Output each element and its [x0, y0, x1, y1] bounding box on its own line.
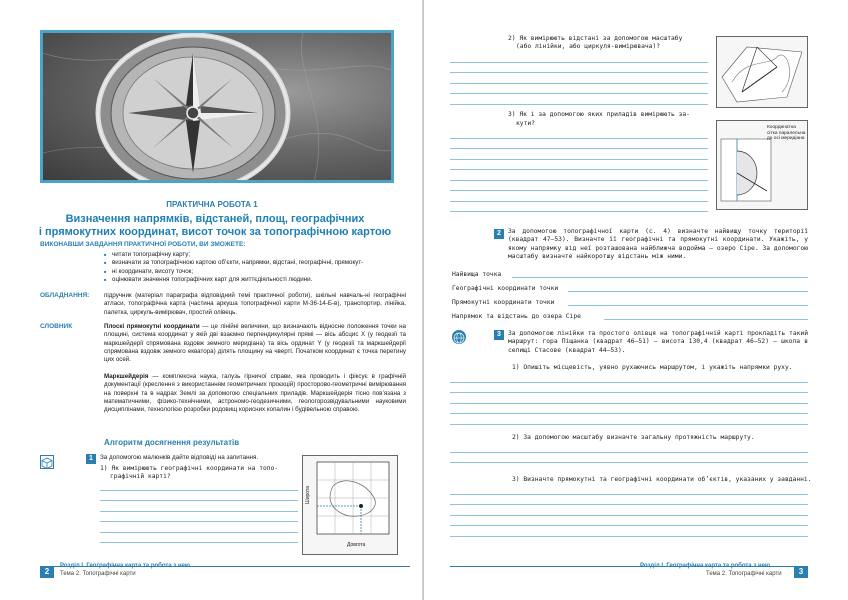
answer-line[interactable]	[450, 84, 708, 95]
protractor-figure	[716, 120, 808, 210]
answer-line[interactable]	[450, 202, 708, 213]
answer-lines-task-3-q3	[450, 484, 808, 537]
term-2-name: Маркшейдерія	[104, 373, 149, 380]
answer-line[interactable]	[100, 533, 298, 544]
answer-line[interactable]	[450, 516, 808, 527]
glossary-term-2	[104, 373, 406, 414]
page-number-right: 3	[794, 566, 808, 578]
footer-topic-left: Тема 2. Топографічні карти	[60, 571, 136, 577]
longitude-label: Довгота	[347, 542, 366, 548]
question-2b: (або лінійки, або циркуля-вимірювача)?	[516, 43, 661, 50]
task-3-question-1: 1) Опишіть місцевість, уявно рухаючись маршрутом, і укажіть напрямки руху.	[512, 364, 793, 371]
answer-line[interactable]	[450, 73, 708, 84]
goals-list	[104, 251, 404, 285]
glossary-label: СЛОВНИК	[40, 323, 73, 330]
field-highest-point-line[interactable]	[512, 277, 808, 278]
task-2-text: За допомогою топографічної карти (с. 4) визначте найвищу точку території (квадрат 47—53). Визначте її географічні та прямокутні координати. Укажіть, у якому напрямку від неї розташована найближча водойма — озеро Сіре. За допомогою масштабу визначте найкоротшу відстань між ними.	[508, 228, 808, 261]
answer-lines-task-1	[100, 480, 298, 543]
term-1-definition: — це лінійні величини, що визначають відносне положення точки на площині, система координат у якій дві взаємно перпендикулярні прямі — вісь абсцис X (у геодезії та маркшейдерії спрямована вздовж земного меридіана) та вісь ординат Y (у геодезії та маркшейдерії спрямована вздовж земного екватора) ділять площину на чверті. Початком координат є точка перетину цих осей.	[104, 323, 406, 364]
answer-line[interactable]	[450, 52, 708, 63]
task-3-question-3: 3) Визначте прямокутні та географічні координати об’єктів, указаних у завданні.	[512, 476, 812, 483]
footer-topic-right: Тема 2. Топографічні карти	[706, 571, 782, 577]
answer-line[interactable]	[450, 526, 808, 537]
question-3b: кути?	[516, 120, 535, 127]
grid-parallel-note: Координатна сітка паралельна до осі меридіана	[767, 125, 806, 142]
cube-icon	[40, 455, 54, 469]
measuring-figure	[716, 36, 808, 108]
answer-line[interactable]	[450, 404, 808, 415]
field-direction-distance-line[interactable]	[604, 319, 808, 320]
equipment-text: підручник (матеріал параграфа відповідний темі практичної роботи), шкільні навчаль-ні географічні атласи, топографічна карта (частина аркуша топографічної карти М-36-14-Б-в), транспортир, лінійка, палетка, циркуль-вимірювач, простий олівець.	[104, 292, 406, 316]
footer-section-left: Розділ І. Географічна карта та робота з нею	[60, 563, 191, 569]
field-rect-coordinates-label: Прямокутні координати точки	[452, 299, 555, 306]
task-3-text: За допомогою лінійки та простого олівця на топографічній карті прокладіть такий маршрут: гора Піщанка (квадрат 46—51) — висота 130,4 (квадрат 46—52) — школа в селищі Стасове (квадрат 44—53).	[508, 330, 808, 354]
answer-line[interactable]	[450, 442, 808, 453]
answer-line[interactable]	[450, 181, 708, 192]
coordinates-figure	[302, 455, 398, 555]
term-2-definition: — комплексна наука, галузь гірничої справи, яка проводить і фіксує в графічній документації (креслення з використанням геометричних проєкцій) просторово-геометричні вимірювання на поверхні та в надрах Землі за допомогою спеціальних приладів. Маркшейдерія тісно пов’язана з математичними, фізико-технічними, астрономо-геодезичними, геологорозвідувальними науковими дисциплінами, технологією розробки родовищ корисних копалин і будівельною справою.	[104, 373, 406, 414]
task-2-number: 2	[494, 229, 504, 239]
field-direction-distance-label: Напрямок та відстань до озера Сіре	[452, 313, 581, 320]
algorithm-heading: Алгоритм досягнення результатів	[104, 438, 240, 447]
answer-lines-task-3-q2	[450, 442, 808, 463]
question-3a: 3) Як і за допомогою яких приладів вимірюють за-	[508, 111, 690, 118]
answer-line[interactable]	[450, 372, 808, 383]
answer-line[interactable]	[450, 393, 808, 404]
answer-line[interactable]	[450, 170, 708, 181]
question-2a: 2) Як вимірюють відстані за допомогою масштабу	[508, 35, 683, 42]
task-1-question-1b: графічній карті?	[110, 473, 171, 480]
goal-item: ■ визначати за топографічною картою об’єкти, напрямки, відстані, географічні, прямокут-	[104, 259, 404, 267]
goal-item: ■ оцінювати значення топографічних карт для життєдіяльності людини.	[104, 276, 404, 284]
goal-item: ■ читати топографічну карту;	[104, 251, 404, 259]
latitude-label: Широта	[305, 486, 311, 504]
practical-work-kicker: ПРАКТИЧНА РОБОТА 1	[166, 200, 258, 209]
answer-line[interactable]	[100, 491, 298, 502]
goals-heading: ВИКОНАВШИ ЗАВДАННЯ ПРАКТИЧНОЇ РОБОТИ, ВИ ЗМОЖЕТЕ:	[40, 241, 246, 248]
answer-line[interactable]	[450, 453, 808, 464]
answer-line[interactable]	[450, 505, 808, 516]
answer-line[interactable]	[450, 160, 708, 171]
answer-line[interactable]	[450, 128, 708, 139]
field-rect-coordinates-line[interactable]	[568, 305, 808, 306]
goal-item-continued: ■ ні координати, висоту точок;	[104, 268, 404, 276]
footer-section-right: Розділ І. Географічна карта та робота з нею	[640, 563, 771, 569]
glossary-term-1	[104, 323, 406, 364]
answer-line[interactable]	[450, 191, 708, 202]
answer-lines-task-3-q1	[450, 372, 808, 425]
answer-line[interactable]	[450, 94, 708, 105]
answer-line[interactable]	[100, 512, 298, 523]
answer-line[interactable]	[450, 495, 808, 506]
page-number-left: 2	[40, 566, 54, 578]
field-geo-coordinates-label: Географічні координати точки	[452, 285, 559, 292]
answer-line[interactable]	[100, 480, 298, 491]
title-line-2: і прямокутних координат, висот точок за топографічною картою	[38, 226, 392, 238]
globe-icon	[452, 330, 466, 344]
answer-line[interactable]	[450, 63, 708, 74]
answer-lines-q2	[450, 52, 708, 105]
term-1-name: Плоскі прямокутні координати	[104, 323, 200, 330]
compass-illustration	[40, 30, 394, 183]
equipment-label: ОБЛАДНАННЯ:	[40, 292, 90, 299]
answer-lines-q3	[450, 128, 708, 212]
answer-line[interactable]	[450, 484, 808, 495]
task-1-text: За допомогою малюнків дайте відповіді на запитання.	[100, 454, 259, 461]
answer-line[interactable]	[100, 501, 298, 512]
practical-work-title	[20, 213, 410, 239]
task-1-question-1a: 1) Як вимірюють географічні координати на топо-	[100, 465, 279, 472]
answer-line[interactable]	[450, 149, 708, 160]
answer-line[interactable]	[450, 139, 708, 150]
task-2-spacer	[452, 228, 466, 242]
answer-line[interactable]	[450, 383, 808, 394]
field-highest-point-label: Найвища точка	[452, 271, 502, 278]
answer-line[interactable]	[100, 522, 298, 533]
title-line-1: Визначення напрямків, відстаней, площ, географічних	[65, 213, 365, 225]
task-3-number: 3	[494, 330, 504, 340]
field-geo-coordinates-line[interactable]	[568, 291, 808, 292]
task-1-number: 1	[86, 454, 96, 464]
answer-line[interactable]	[450, 414, 808, 425]
task-3-question-2: 2) За допомогою масштабу визначте загальну протяжність маршруту.	[512, 434, 755, 441]
